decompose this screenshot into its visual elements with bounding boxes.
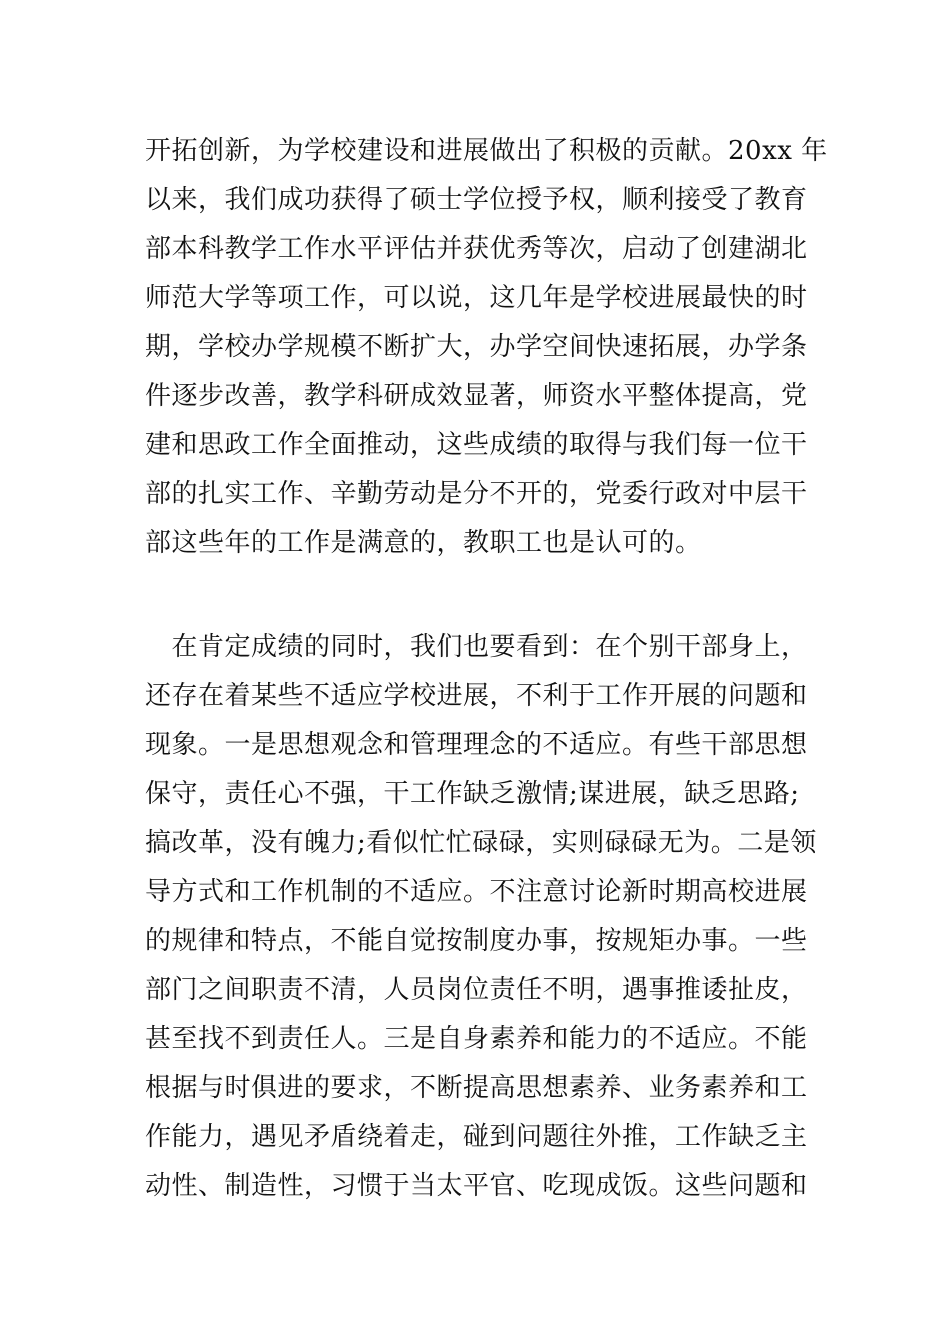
text-line: 建和思政工作全面推动，这些成绩的取得与我们每一位干 [145,430,808,460]
text-line: 甚至找不到责任人。三是自身素养和能力的不适应。不能 [145,1024,808,1054]
text-line: 动性、制造性，习惯于当太平官、吃现成饭。这些问题和 [145,1171,808,1201]
text-line: 件逐步改善，教学科研成效显著，师资水平整体提高，党 [145,381,808,411]
text-line: 的规律和特点，不能自觉按制度办事，按规矩办事。一些 [145,926,808,956]
text-line: 搞改革，没有魄力;看似忙忙碌碌，实则碌碌无为。二是领 [145,828,817,858]
text-line: 现象。一是思想观念和管理理念的不适应。有些干部思想 [145,730,808,760]
text-line: 保守，责任心不强，干工作缺乏激情;谋进展，缺乏思路; [145,779,800,809]
text-line: 以来，我们成功获得了硕士学位授予权，顺利接受了教育 [145,185,808,215]
text-line: 师范大学等项工作，可以说，这几年是学校进展最快的时 [145,283,808,313]
text-line: 部门之间职责不清，人员岗位责任不明，遇事推诿扯皮， [145,975,808,1005]
paragraph-achievements [145,127,828,568]
text-line: 部的扎实工作、辛勤劳动是分不开的，党委行政对中层干 [145,479,808,509]
text-line: 期，学校办学规模不断扩大，办学空间快速拓展，办学条 [145,332,808,362]
text-line: 部本科教学工作水平评估并获优秀等次，启动了创建湖北 [145,234,808,264]
text-line: 作能力，遇见矛盾绕着走，碰到问题往外推，工作缺乏主 [145,1122,808,1152]
text-line: 导方式和工作机制的不适应。不注意讨论新时期高校进展 [145,877,808,907]
text-line: 开拓创新，为学校建设和进展做出了积极的贡献。20xx 年 [145,136,828,166]
text-line: 还存在着某些不适应学校进展，不利于工作开展的问题和 [145,681,808,711]
text-line: 在肯定成绩的同时，我们也要看到：在个别干部身上， [145,632,808,662]
text-line: 根据与时俱进的要求，不断提高思想素养、业务素养和工 [145,1073,808,1103]
text-line: 部这些年的工作是满意的，教职工也是认可的。 [145,528,702,558]
paragraph-problems [145,623,817,1211]
